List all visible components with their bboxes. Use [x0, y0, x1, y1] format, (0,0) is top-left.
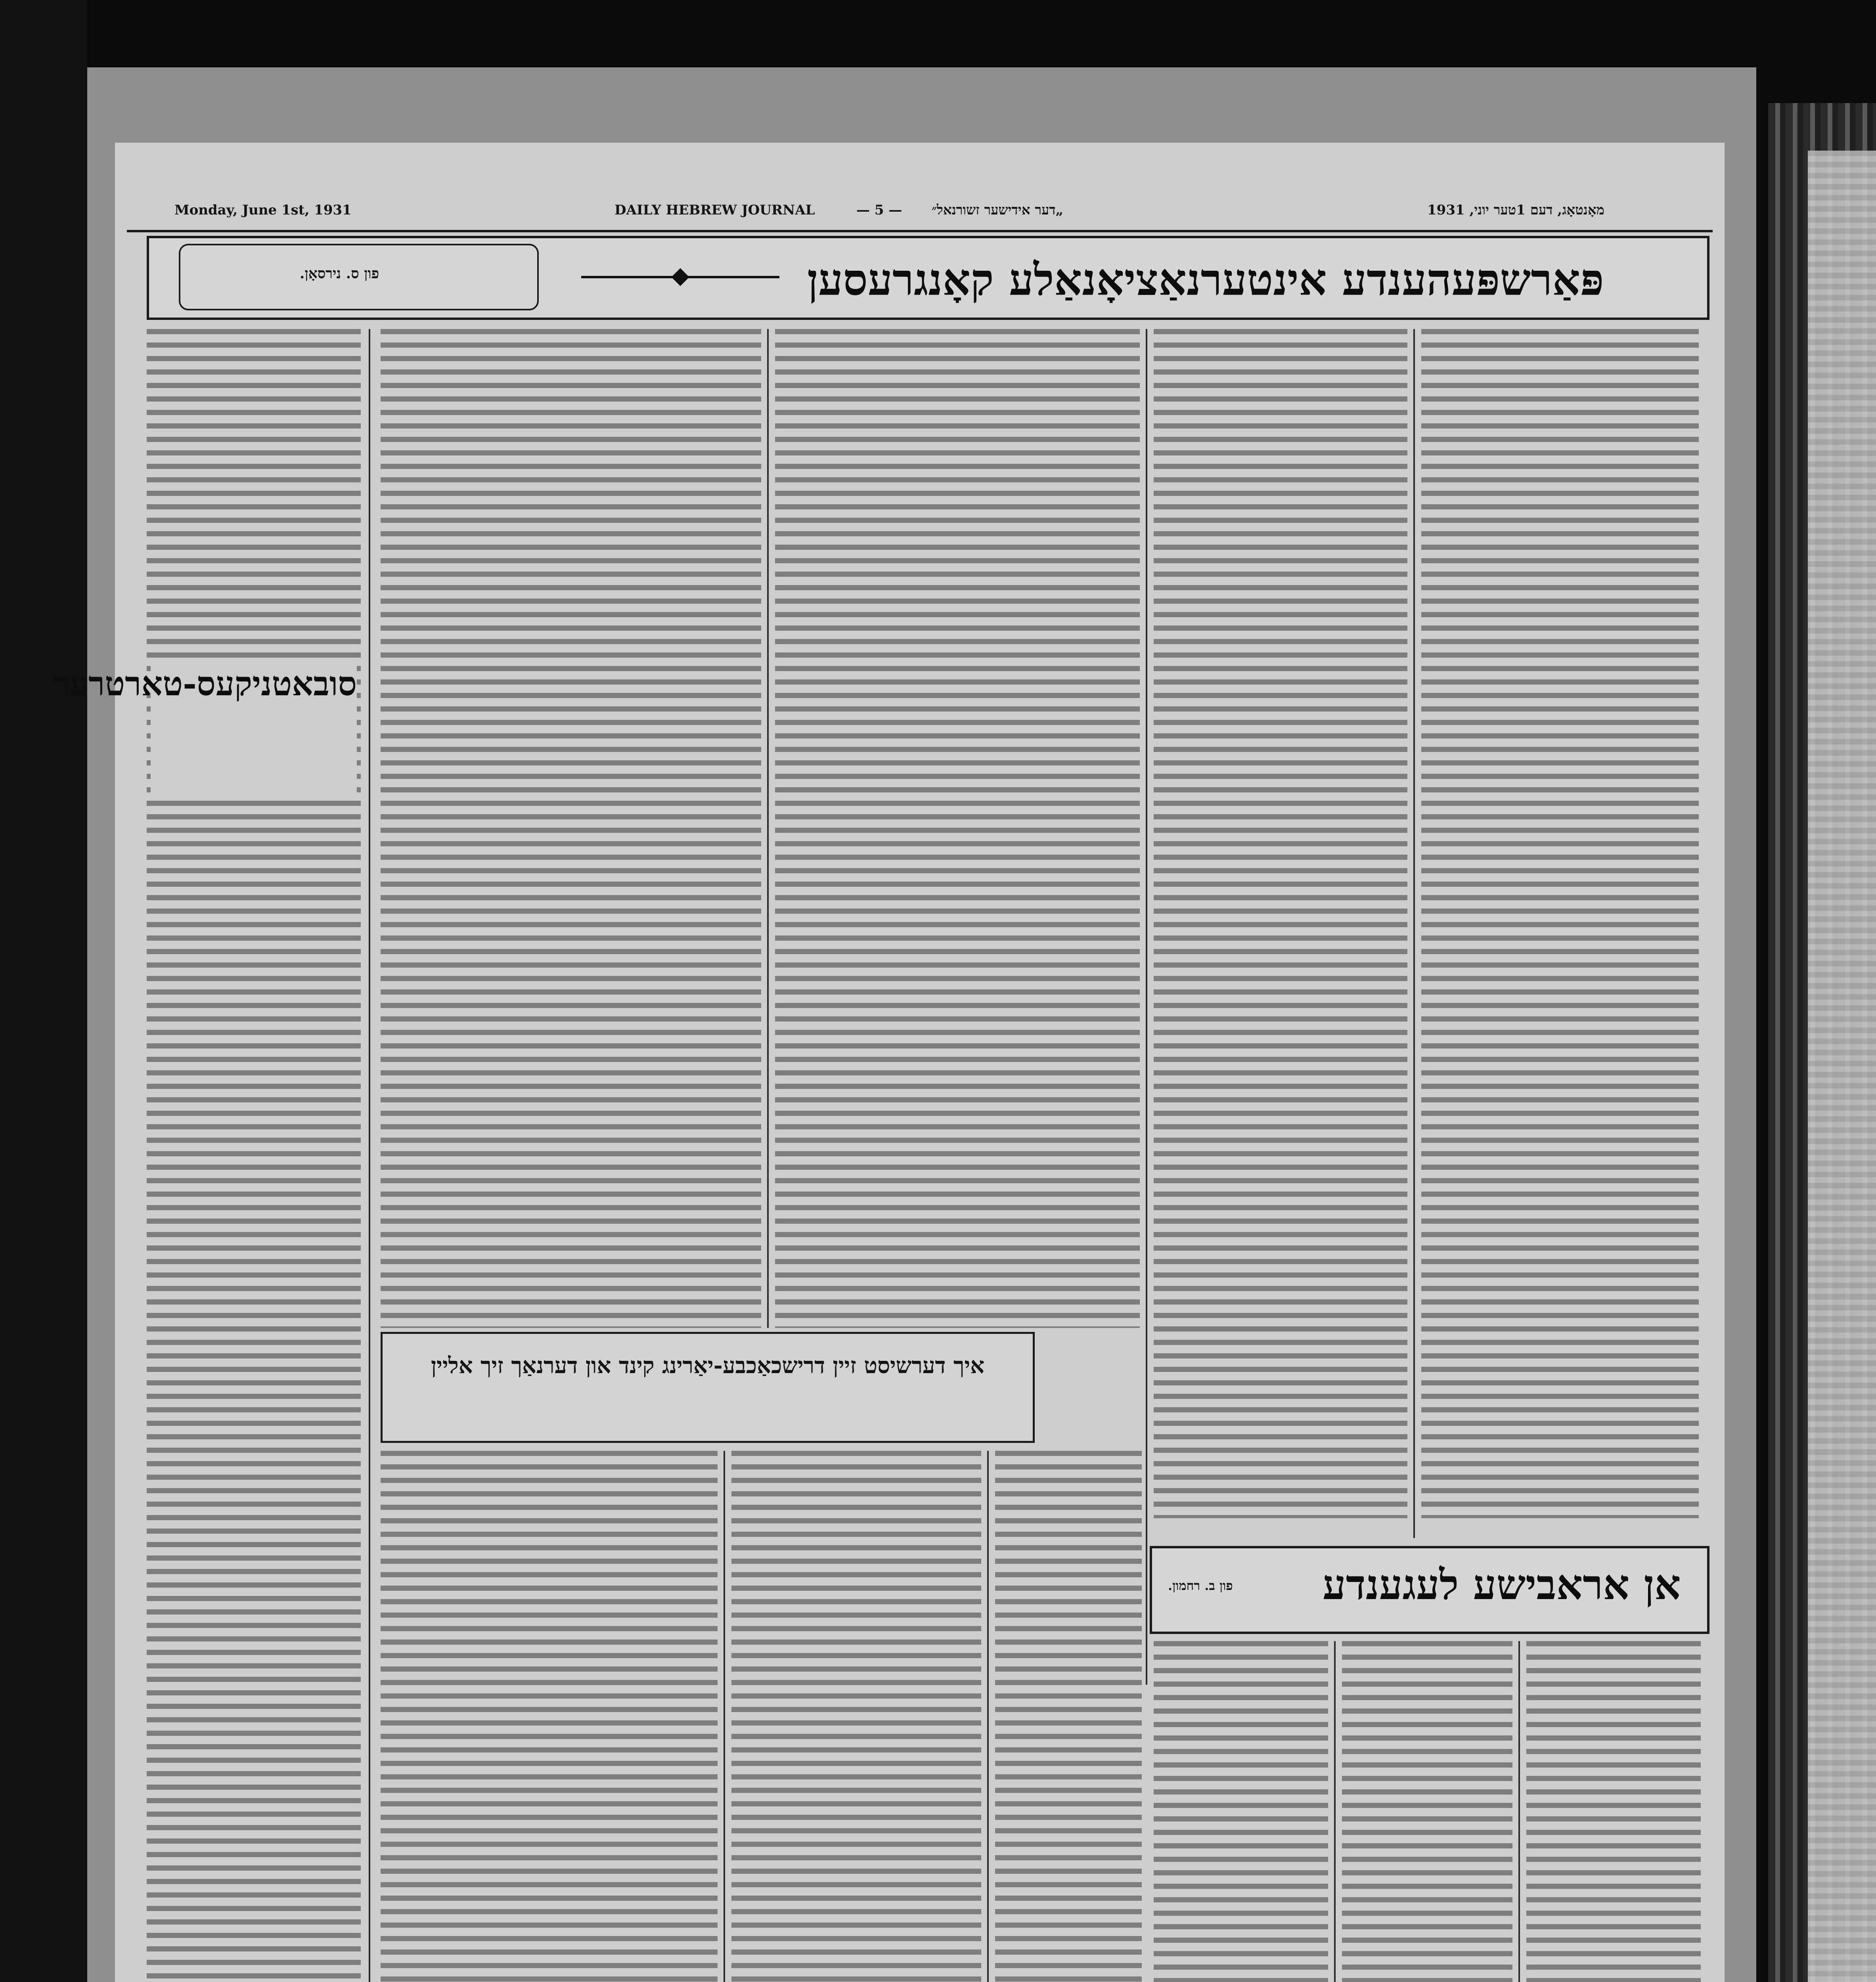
arabic-headline-box: [1150, 1546, 1709, 1634]
text-column-6: [381, 1451, 718, 1982]
main-headline: פּאַרשפּעהענדע אינטערנאַציאָנאַלע קאָנגרעסען: [807, 254, 1604, 305]
paper-name: DAILY HEBREW JOURNAL: [614, 202, 815, 218]
main-byline: פון ס. נירסאָן.: [300, 265, 379, 282]
date-yiddish: מאָנטאָג, דעם 1טער יוני, 1931: [1427, 202, 1604, 218]
scan-left-border: [0, 0, 87, 1982]
column-rule: [369, 329, 370, 1982]
column-rule: [1334, 1641, 1336, 1982]
main-headline-box: [147, 236, 1709, 320]
text-column-5: [1421, 329, 1699, 1518]
masthead-rule: [127, 230, 1713, 232]
story-headline: איך דערשיסט זיין דרישכאַכבע-יאַרינג קינד און דערנאַך זיך אליין: [431, 1353, 985, 1379]
column-rule: [1146, 329, 1147, 1685]
paper-name-yiddish: „דער אידישער זשורנאל״: [932, 202, 1064, 218]
ornament-icon: [581, 269, 779, 285]
arabic-byline: פון ב. רחמון.: [1168, 1578, 1233, 1593]
text-column-10: [1342, 1641, 1512, 1982]
text-column-3: [775, 329, 1140, 1328]
adjacent-page-text: [1808, 151, 1876, 1982]
column-rule: [724, 1451, 725, 1982]
arabic-headline: אן אראבישע לעגענדע: [1323, 1560, 1681, 1609]
newspaper-page: [53, 143, 1725, 1982]
text-column-9: [1154, 1641, 1328, 1982]
page-number: — 5 —: [856, 202, 902, 218]
text-column-11: [1526, 1641, 1701, 1982]
column-rule: [987, 1451, 989, 1982]
text-column-8: [995, 1451, 1142, 1982]
text-column-4: [1154, 329, 1407, 1518]
byline-frame: [179, 244, 539, 310]
text-column-7: [731, 1451, 981, 1982]
column-rule: [1518, 1641, 1520, 1982]
masthead-line: [115, 202, 1725, 230]
story-headline-box: [381, 1332, 1035, 1443]
side-headline: סובאטניקעס-טארטרער: [151, 662, 357, 793]
column-rule: [1413, 329, 1415, 1538]
column-rule: [767, 329, 769, 1328]
date-english: Monday, June 1st, 1931: [174, 202, 352, 218]
text-column-1: [147, 329, 361, 1982]
text-column-2: [381, 329, 761, 1328]
